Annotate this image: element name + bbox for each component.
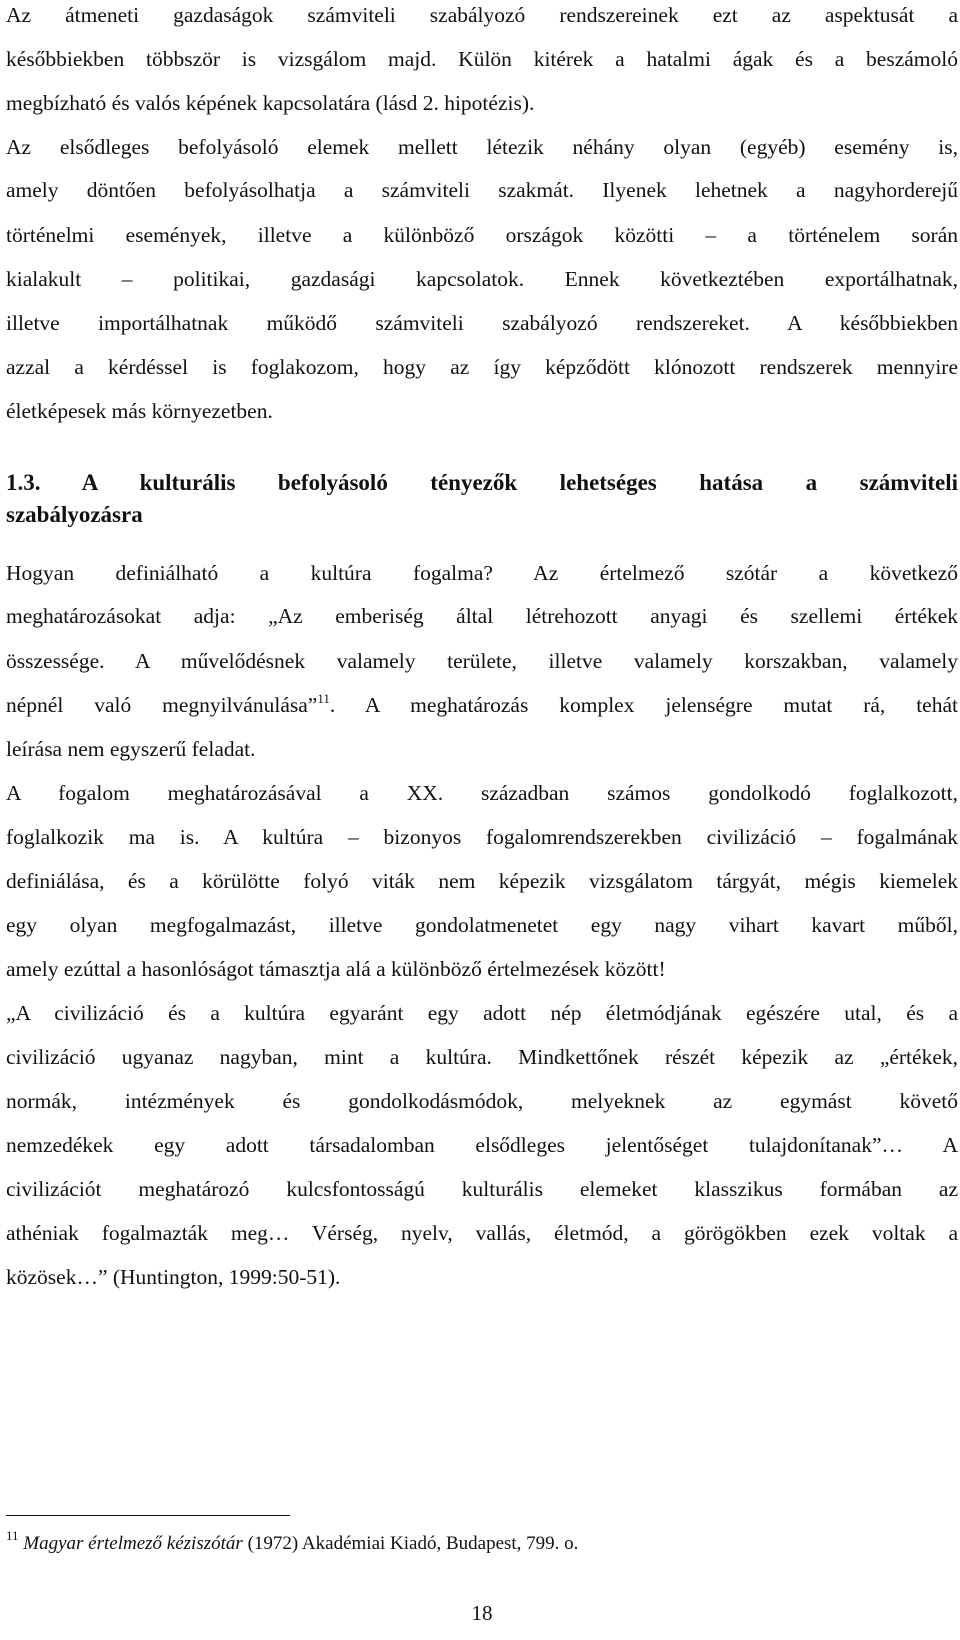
paragraph-line: Hogyan definiálható a kultúra fogalma? Az értelmező szótár a következő	[6, 561, 958, 585]
quote-line: civilizációt meghatározó kulcsfontosságú kulturális elemeket klasszikus formában az	[6, 1177, 958, 1201]
paragraph-line: megbízható és valós képének kapcsolatára (lásd 2. hipotézis).	[6, 91, 535, 115]
document-page	[6, 0, 958, 1640]
footnote-reference[interactable]: 11	[317, 691, 330, 706]
footnote-text: (1972) Akadémiai Kiadó, Budapest, 799. o.	[242, 1533, 579, 1554]
paragraph-line-with-footnote	[6, 692, 958, 718]
page-number: 18	[471, 1601, 493, 1625]
quote-line: athéniak fogalmazták meg… Vérség, nyelv, vallás, életmód, a görögökben ezek voltak a	[6, 1221, 958, 1245]
paragraph-line: meghatározásokat adja: „Az emberiség által létrehozott anyagi és szellemi értékek	[6, 604, 958, 628]
paragraph-line: definiálása, és a körülötte folyó viták nem képezik vizsgálatom tárgyát, mégis kiemelek	[6, 869, 958, 893]
paragraph-line: Az átmeneti gazdaságok számviteli szabályozó rendszereinek ezt az aspektusát a	[6, 3, 958, 27]
section-heading: 1.3. A kulturális befolyásoló tényezők lehetséges hatása a számviteli	[6, 470, 958, 495]
quote-line: nemzedékek egy adott társadalomban elsődleges jelentőséget tulajdonítanak”… A	[6, 1133, 958, 1157]
quote-line: „A civilizáció és a kultúra egyaránt egy adott nép életmódjának egészére utal, és a	[6, 1001, 958, 1025]
paragraph-line: azzal a kérdéssel is foglakozom, hogy az így képződött klónozott rendszerek mennyire	[6, 355, 958, 379]
paragraph-line: leírása nem egyszerű feladat.	[6, 737, 256, 761]
quote-line: civilizáció ugyanaz nagyban, mint a kultúra. Mindkettőnek részét képezik az „értékek,	[6, 1045, 958, 1069]
paragraph-line: amely ezúttal a hasonlóságot támasztja alá a különböző értelmezések között!	[6, 957, 666, 981]
quote-line: normák, intézmények és gondolkodásmódok, melyeknek az egymást követő	[6, 1089, 958, 1113]
paragraph-line: kialakult – politikai, gazdasági kapcsolatok. Ennek következtében exportálhatnak,	[6, 267, 958, 291]
paragraph-line: illetve importálhatnak működő számviteli szabályozó rendszereket. A későbbiekben	[6, 311, 958, 335]
footnote	[6, 1528, 579, 1556]
paragraph-line: A fogalom meghatározásával a XX. században számos gondolkodó foglalkozott,	[6, 781, 958, 805]
quote-line: közösek…” (Huntington, 1999:50-51).	[6, 1265, 341, 1289]
footnote-number: 11	[6, 1528, 19, 1543]
footnote-title: Magyar értelmező kéziszótár	[23, 1533, 243, 1554]
paragraph-line: Az elsődleges befolyásoló elemek mellett létezik néhány olyan (egyéb) esemény is,	[6, 135, 958, 159]
paragraph-line: foglalkozik ma is. A kultúra – bizonyos fogalomrendszerekben civilizáció – fogalmának	[6, 825, 958, 849]
paragraph-line: későbbiekben többször is vizsgálom majd. Külön kitérek a hatalmi ágak és a beszámoló	[6, 47, 958, 71]
section-heading-continued: szabályozásra	[6, 502, 143, 527]
paragraph-line: életképesek más környezetben.	[6, 399, 273, 423]
paragraph-line: amely döntően befolyásolhatja a számviteli szakmát. Ilyenek lehetnek a nagyhorderejű	[6, 178, 958, 202]
paragraph-text: . A meghatározás komplex jelenségre mutat rá, tehát	[329, 693, 958, 717]
paragraph-text: népnél való megnyilvánulása”	[6, 693, 318, 717]
paragraph-line: egy olyan megfogalmazást, illetve gondolatmenetet egy nagy vihart kavart műből,	[6, 913, 958, 937]
paragraph-line: összessége. A művelődésnek valamely területe, illetve valamely korszakban, valamely	[6, 649, 958, 673]
paragraph-line: történelmi események, illetve a különböző országok közötti – a történelem során	[6, 223, 958, 247]
footnote-divider	[6, 1515, 290, 1516]
